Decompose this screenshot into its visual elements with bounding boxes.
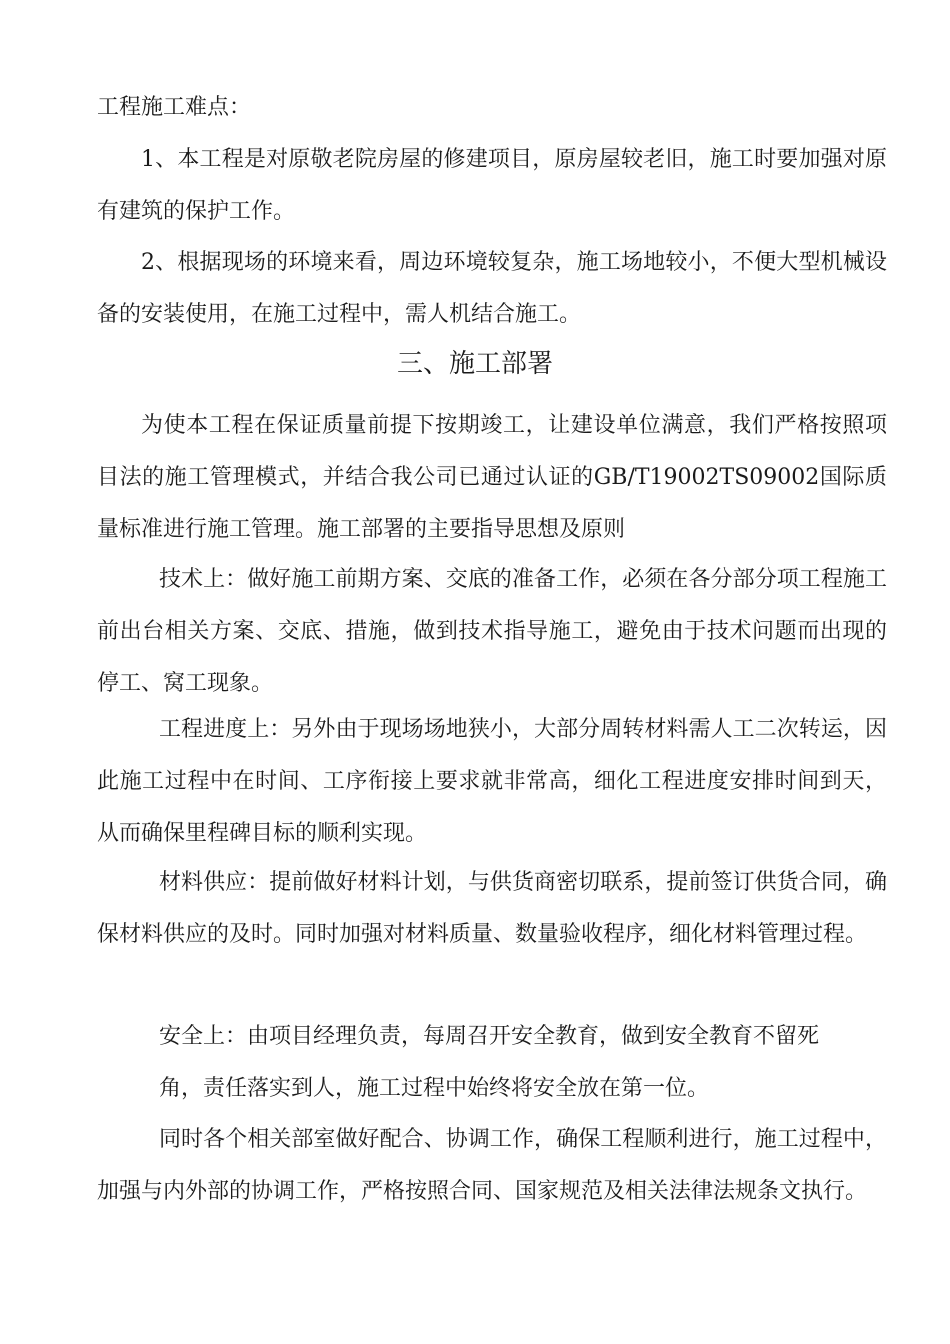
intro-heading: 工程施工难点： [97, 95, 252, 120]
paragraph-intro: 为使本工程在保证质量前提下按期竣工，让建设单位满意，我们严格按照项目法的施工管理模式，并结合我公司已通过认证的GB/T19002TS09002国际质量标准进行施工管理。施工部署的主要指导思想及原则 [97, 413, 887, 542]
paragraph-schedule: 工程进度上：另外由于现场场地狭小，大部分周转材料需人工二次转运，因此施工过程中在时间、工序衔接上要求就非常高，细化工程进度安排时间到天，从而确保里程碑目标的顺利实现。 [97, 717, 887, 846]
paragraph-materials: 材料供应：提前做好材料计划，与供货商密切联系，提前签订供货合同，确保材料供应的及时。同时加强对材料质量、数量验收程序，细化材料管理过程。 [97, 870, 887, 947]
difficulty-item-2: 2、根据现场的环境来看，周边环境较复杂，施工场地较小，不便大型机械设备的安装使用，在施工过程中，需人机结合施工。 [97, 250, 887, 327]
difficulty-item-1: 1、本工程是对原敬老院房屋的修建项目，原房屋较老旧，施工时要加强对原有建筑的保护工作。 [97, 147, 887, 224]
paragraph-safety-line-1: 安全上：由项目经理负责，每周召开安全教育，做到安全教育不留死 [159, 1024, 820, 1049]
section-title: 三、施工部署 [396, 349, 553, 379]
paragraph-coordination: 同时各个相关部室做好配合、协调工作，确保工程顺利进行，施工过程中，加强与内外部的协调工作，严格按照合同、国家规范及相关法律法规条文执行。 [97, 1127, 887, 1204]
paragraph-safety-line-2: 角，责任落实到人，施工过程中始终将安全放在第一位。 [159, 1076, 710, 1101]
paragraph-technical: 技术上：做好施工前期方案、交底的准备工作，必须在各分部分项工程施工前出台相关方案、交底、措施，做到技术指导施工，避免由于技术问题而出现的停工、窝工现象。 [97, 567, 887, 696]
